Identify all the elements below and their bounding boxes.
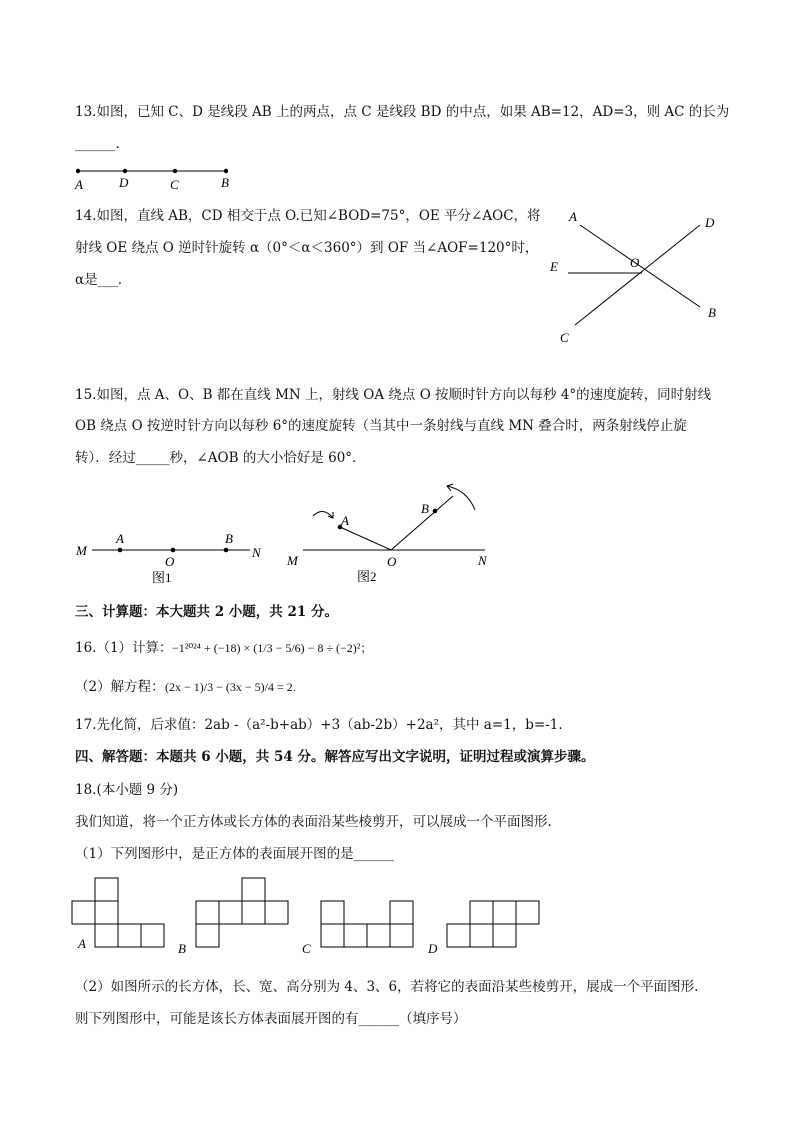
q18-option-c: C <box>302 941 311 956</box>
q18-option-a: A <box>78 936 86 951</box>
q15-fig2-caption: 图2 <box>357 569 377 584</box>
q13-label-b: B <box>221 175 229 190</box>
q15-fig2-label-a: A <box>341 513 349 528</box>
q18-intro: 我们知道，将一个正方体或长方体的表面沿某些棱剪开，可以展成一个平面图形. <box>75 814 552 830</box>
q14-text-line3: α是___． <box>75 272 132 288</box>
q15-figure-1 <box>70 528 270 588</box>
q14-figure <box>540 205 730 350</box>
q13-text-line1: 13.如图，已知 C、D 是线段 AB 上的两点，点 C 是线段 BD 的中点，如果 AB=12，AD=3，则 AC 的长为 <box>75 104 730 120</box>
q14-label-e: E <box>550 259 558 274</box>
q18-header: 18.(本小题 9 分) <box>75 782 179 798</box>
q15-fig1-label-n: N <box>252 545 261 560</box>
q18-part2-line2: 则下列图形中，可能是该长方体表面展开图的有______（填序号） <box>75 1011 467 1027</box>
q15-text-line1: 15.如图，点 A、O、B 都在直线 MN 上，射线 OA 绕点 O 按顺时针方向以每秒 4°的速度旋转，同时射线 <box>75 387 712 403</box>
q17-text: 17.先化简，后求值：2ab -（a²-b+ab）+3（ab-2b）+2a²，其中 a=1，b=-1. <box>75 717 563 733</box>
q14-text-line2: 射线 OE 绕点 O 逆时针旋转 α（0°＜α＜360°）到 OF 当∠AOF=120°时， <box>75 240 539 256</box>
q16-part1-expression: −1²⁰²⁴ + (−18) × (1/3 − 5/6) − 8 ÷ (−2)²； <box>172 641 373 655</box>
q18-part1: （1）下列图形中，是正方体的表面展开图的是______ <box>75 846 395 862</box>
q16-part2-expression: (2x − 1)/3 − (3x − 5)/4 = 2. <box>165 680 296 694</box>
q15-text-line3: 转）．经过_____秒，∠AOB 的大小恰好是 60°． <box>75 450 366 466</box>
q14-label-d: D <box>705 215 715 230</box>
q13-label-c: C <box>170 177 179 192</box>
q14-label-b: B <box>708 305 716 320</box>
q15-fig1-label-o: O <box>165 554 175 569</box>
q14-label-o: O <box>630 255 640 270</box>
q15-fig2-label-n: N <box>478 553 487 568</box>
q15-text-line2: OB 绕点 O 按逆时针方向以每秒 6°的速度旋转（当其中一条射线与直线 MN 叠合时，两条射线停止旋 <box>75 418 687 434</box>
q16-part2-label: （2）解方程： <box>75 679 165 695</box>
q18-option-d: D <box>428 941 438 956</box>
q14-label-c: C <box>560 330 569 345</box>
q15-figure-2 <box>285 480 500 585</box>
section-3-heading: 三、计算题：本大题共 2 小题，共 21 分。 <box>75 604 338 620</box>
q18-cube-nets <box>70 870 630 960</box>
q18-part2-line1: （2）如图所示的长方体，长、宽、高分别为 4、3、6，若将它的表面沿某些棱剪开，展成一个平面图形. <box>75 979 699 995</box>
q15-fig2-label-o: O <box>387 554 397 569</box>
q13-label-a: A <box>75 177 83 192</box>
q13-text-line2: ______． <box>75 136 129 152</box>
q15-fig1-caption: 图1 <box>152 570 172 585</box>
q15-fig1-label-m: M <box>76 543 87 558</box>
section-4-heading: 四、解答题：本题共 6 小题，共 54 分。解答应写出文字说明，证明过程或演算步骤。 <box>75 749 595 765</box>
q13-figure <box>70 162 240 192</box>
q15-fig1-label-b: B <box>225 531 233 546</box>
q15-fig2-label-m: M <box>287 553 298 568</box>
q14-text-line1: 14.如图，直线 AB，CD 相交于点 O.已知∠BOD=75°，OE 平分∠AOC，将 <box>75 208 541 224</box>
q13-label-d: D <box>119 175 129 190</box>
q16-part1-label: 16.（1）计算： <box>75 640 173 656</box>
q18-option-b: B <box>178 941 186 956</box>
q15-fig2-label-b: B <box>421 501 429 516</box>
q15-fig1-label-a: A <box>116 531 124 546</box>
q14-label-a: A <box>569 209 577 224</box>
